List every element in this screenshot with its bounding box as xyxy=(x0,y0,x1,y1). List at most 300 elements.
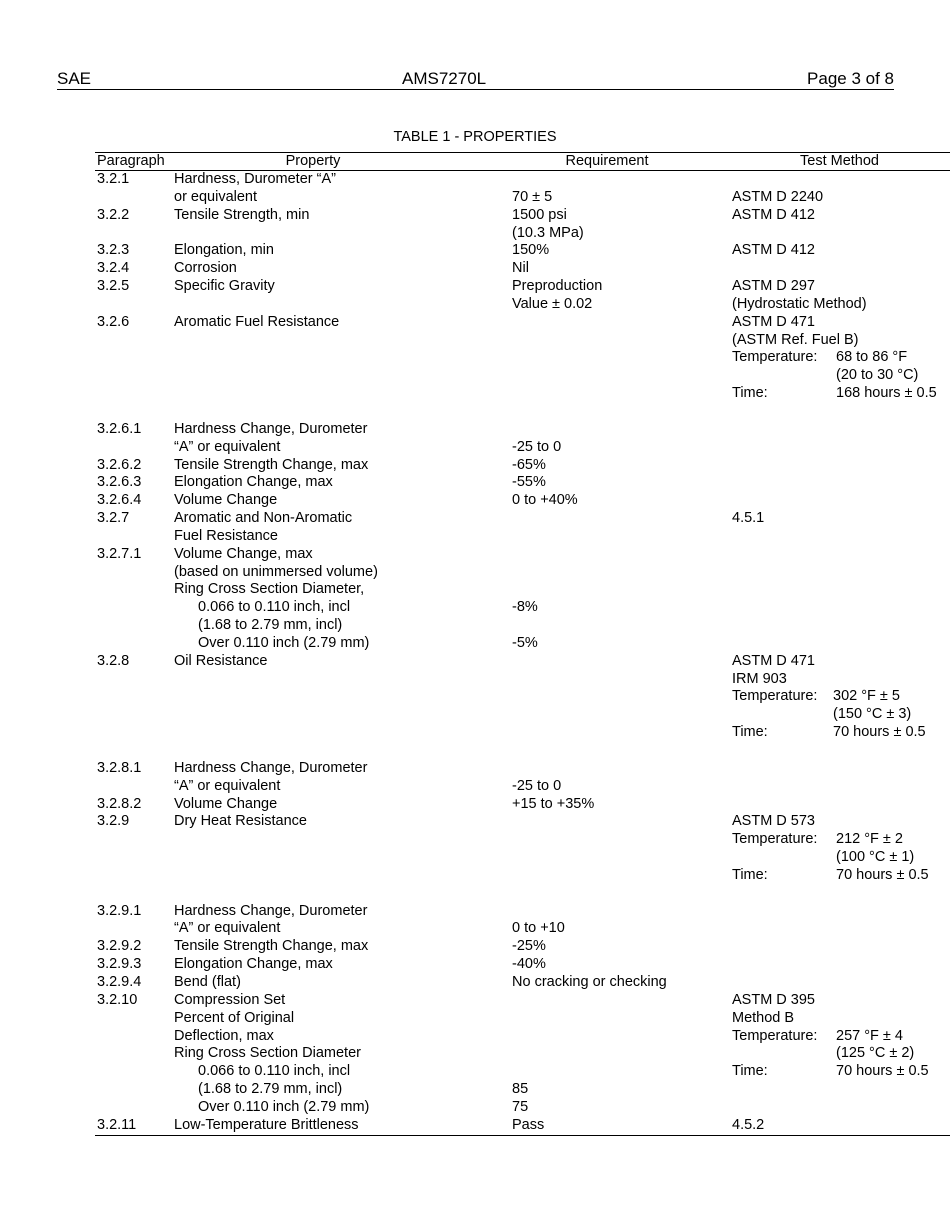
cell-requirement xyxy=(512,867,732,885)
cell-paragraph xyxy=(95,564,174,582)
cell-requirement xyxy=(512,671,732,689)
table-header-row xyxy=(95,153,950,171)
cell-requirement: -25 to 0 xyxy=(512,777,562,794)
cell-requirement xyxy=(512,564,732,582)
cell-property xyxy=(174,867,512,885)
cell-test-method xyxy=(732,849,950,867)
cell-paragraph xyxy=(95,296,174,314)
table-row xyxy=(95,457,950,475)
cell-property xyxy=(174,671,512,689)
cell-property xyxy=(174,296,512,314)
cell-property: (1.68 to 2.79 mm, incl) xyxy=(198,617,343,634)
cell-paragraph xyxy=(95,349,174,367)
table-row xyxy=(95,653,950,671)
cell-property xyxy=(174,688,512,706)
cell-paragraph: 3.2.2 xyxy=(97,206,130,223)
cell-property xyxy=(174,831,512,849)
table-row xyxy=(95,385,950,403)
cell-requirement xyxy=(512,688,732,706)
cell-requirement: -25 to 0 xyxy=(512,438,562,455)
cell-property: Volume Change xyxy=(174,795,278,812)
cell-test-method xyxy=(732,778,950,796)
cell-paragraph xyxy=(95,385,174,403)
table-row xyxy=(95,635,950,653)
cell-requirement: 1500 psi xyxy=(512,206,567,223)
cell-property: Ring Cross Section Diameter xyxy=(174,1045,361,1062)
cell-paragraph xyxy=(95,671,174,689)
cell-paragraph: 3.2.6.2 xyxy=(97,456,142,473)
table-row xyxy=(95,1063,950,1081)
cell-paragraph: 3.2.9.1 xyxy=(97,902,142,919)
cell-paragraph: 3.2.8.1 xyxy=(97,759,142,776)
cell-paragraph xyxy=(95,439,174,457)
test-condition-value: 68 to 86 °F xyxy=(836,349,908,366)
cell-paragraph: 3.2.6.4 xyxy=(97,492,142,509)
cell-test-method: ASTM D 412 xyxy=(732,242,815,259)
cell-test-method xyxy=(732,349,950,367)
cell-requirement xyxy=(512,421,732,439)
cell-paragraph: 3.2.8.2 xyxy=(97,795,142,812)
cell-test-method xyxy=(732,546,950,564)
cell-requirement xyxy=(512,992,732,1010)
cell-requirement xyxy=(512,903,732,921)
cell-test-method xyxy=(732,760,950,778)
cell-property xyxy=(174,332,512,350)
cell-requirement: 150% xyxy=(512,242,550,259)
cell-test-method xyxy=(732,421,950,439)
cell-test-method xyxy=(732,492,950,510)
cell-property xyxy=(174,367,512,385)
cell-test-method xyxy=(732,528,950,546)
cell-property xyxy=(174,349,512,367)
cell-test-method xyxy=(732,706,950,724)
cell-test-method xyxy=(732,599,950,617)
cell-test-method xyxy=(732,457,950,475)
cell-requirement xyxy=(512,724,732,742)
test-condition-label: Time: xyxy=(732,866,768,883)
cell-requirement xyxy=(512,332,732,350)
table-row xyxy=(95,956,950,974)
table-row xyxy=(95,796,950,814)
cell-property: Corrosion xyxy=(174,260,237,277)
cell-test-method xyxy=(732,938,950,956)
cell-test-method: IRM 903 xyxy=(732,670,787,687)
table-row xyxy=(95,849,950,867)
cell-paragraph xyxy=(95,528,174,546)
cell-paragraph xyxy=(95,867,174,885)
table-row xyxy=(95,688,950,706)
cell-requirement: (10.3 MPa) xyxy=(512,224,584,241)
cell-requirement xyxy=(512,1063,732,1081)
cell-paragraph: 3.2.7 xyxy=(97,510,130,527)
cell-paragraph xyxy=(95,189,174,207)
table-row xyxy=(95,225,950,243)
cell-requirement: 0 to +10 xyxy=(512,920,565,937)
cell-test-method: ASTM D 412 xyxy=(732,206,815,223)
table-title: TABLE 1 - PROPERTIES xyxy=(393,129,557,145)
header-page-number: Page 3 of 8 xyxy=(807,69,894,88)
cell-property: (based on unimmersed volume) xyxy=(174,563,378,580)
cell-requirement xyxy=(512,617,732,635)
cell-paragraph: 3.2.7.1 xyxy=(97,545,142,562)
table-row xyxy=(95,528,950,546)
table-row xyxy=(95,706,950,724)
cell-test-method xyxy=(732,171,950,189)
cell-property: Over 0.110 inch (2.79 mm) xyxy=(198,1098,370,1115)
cell-test-method xyxy=(732,581,950,599)
cell-test-method xyxy=(732,564,950,582)
cell-test-method xyxy=(732,724,950,742)
table-row xyxy=(95,581,950,599)
cell-paragraph xyxy=(95,778,174,796)
cell-property: Elongation Change, max xyxy=(174,956,333,973)
table-row xyxy=(95,1045,950,1063)
cell-paragraph xyxy=(95,581,174,599)
cell-property xyxy=(174,403,512,421)
cell-requirement xyxy=(512,706,732,724)
table-row xyxy=(95,421,950,439)
cell-property: Aromatic and Non-Aromatic xyxy=(174,510,353,527)
cell-requirement xyxy=(512,581,732,599)
cell-test-method: ASTM D 2240 xyxy=(732,188,824,205)
test-condition-label: Temperature: xyxy=(732,1027,818,1044)
header-doc-number: AMS7270L xyxy=(402,69,487,88)
cell-property: Low-Temperature Brittleness xyxy=(174,1117,512,1135)
table-row xyxy=(95,617,950,635)
cell-test-method: ASTM D 297 xyxy=(732,278,815,295)
cell-test-method xyxy=(732,831,950,849)
cell-test-method xyxy=(732,617,950,635)
test-condition-value: 70 hours ± 0.5 xyxy=(833,724,926,741)
cell-paragraph xyxy=(95,225,174,243)
column-header-property: Property xyxy=(174,153,512,171)
cell-requirement xyxy=(512,760,732,778)
cell-property: Ring Cross Section Diameter, xyxy=(174,581,365,598)
table-row xyxy=(95,1117,950,1135)
cell-test-method: ASTM D 573 xyxy=(732,813,815,830)
cell-requirement: -5% xyxy=(512,634,538,651)
cell-test-method xyxy=(732,903,950,921)
table-row xyxy=(95,546,950,564)
properties-table xyxy=(95,152,950,1136)
column-header-test-method: Test Method xyxy=(732,153,950,171)
table-row xyxy=(95,992,950,1010)
table-row xyxy=(95,938,950,956)
cell-property: Hardness Change, Durometer xyxy=(174,420,368,437)
cell-property: Fuel Resistance xyxy=(174,527,278,544)
table-row xyxy=(95,867,950,885)
cell-property: Aromatic Fuel Resistance xyxy=(174,313,340,330)
cell-paragraph xyxy=(95,1028,174,1046)
cell-requirement xyxy=(512,813,732,831)
cell-requirement xyxy=(512,528,732,546)
cell-test-method xyxy=(732,796,950,814)
cell-requirement xyxy=(512,849,732,867)
table-row xyxy=(95,314,950,332)
cell-property: Oil Resistance xyxy=(174,652,268,669)
table-row xyxy=(95,189,950,207)
cell-paragraph: 3.2.5 xyxy=(97,278,130,295)
table-row xyxy=(95,1099,950,1117)
table-row xyxy=(95,1010,950,1028)
cell-test-method xyxy=(732,688,950,706)
cell-test-method xyxy=(732,1045,950,1063)
cell-property xyxy=(174,706,512,724)
table-row xyxy=(95,207,950,225)
cell-paragraph xyxy=(95,617,174,635)
cell-requirement xyxy=(512,831,732,849)
cell-paragraph: 3.2.4 xyxy=(97,260,130,277)
table-row xyxy=(95,278,950,296)
cell-test-method xyxy=(732,225,950,243)
table-row xyxy=(95,564,950,582)
table-body xyxy=(95,171,950,1136)
cell-property xyxy=(174,385,512,403)
cell-test-method xyxy=(732,439,950,457)
cell-test-method xyxy=(732,1099,950,1117)
cell-test-method xyxy=(732,385,950,403)
cell-test-method xyxy=(732,1063,950,1081)
test-condition-label: Temperature: xyxy=(732,831,818,848)
cell-test-method: (ASTM Ref. Fuel B) xyxy=(732,331,859,348)
cell-property: Tensile Strength Change, max xyxy=(174,938,369,955)
cell-paragraph xyxy=(95,403,174,421)
cell-requirement xyxy=(512,1045,732,1063)
cell-paragraph: 3.2.9.3 xyxy=(97,956,142,973)
cell-test-method xyxy=(732,885,950,903)
test-condition-continuation: (100 °C ± 1) xyxy=(836,849,915,866)
table-row xyxy=(95,1028,950,1046)
table-row xyxy=(95,171,950,189)
cell-requirement: -55% xyxy=(512,474,546,491)
table-row xyxy=(95,510,950,528)
cell-paragraph xyxy=(95,635,174,653)
cell-requirement: -40% xyxy=(512,956,546,973)
cell-test-method xyxy=(732,867,950,885)
cell-paragraph xyxy=(95,367,174,385)
cell-property xyxy=(174,885,512,903)
cell-property xyxy=(174,724,512,742)
cell-property xyxy=(174,225,512,243)
cell-paragraph xyxy=(95,849,174,867)
cell-property: Deflection, max xyxy=(174,1027,274,1044)
cell-test-method xyxy=(732,367,950,385)
cell-paragraph: 3.2.1 xyxy=(97,171,130,187)
table-row xyxy=(95,349,950,367)
cell-test-method xyxy=(732,474,950,492)
column-header-paragraph: Paragraph xyxy=(95,153,174,171)
cell-property: “A” or equivalent xyxy=(174,438,281,455)
test-condition-value: 70 hours ± 0.5 xyxy=(836,1063,929,1080)
cell-requirement: +15 to +35% xyxy=(512,795,595,812)
cell-requirement xyxy=(512,385,732,403)
table-row xyxy=(95,885,950,903)
cell-requirement xyxy=(512,367,732,385)
table-row xyxy=(95,831,950,849)
cell-test-method: Method B xyxy=(732,1009,795,1026)
table-row xyxy=(95,1081,950,1099)
cell-test-method xyxy=(732,260,950,278)
cell-requirement: -8% xyxy=(512,599,538,616)
cell-property: Over 0.110 inch (2.79 mm) xyxy=(198,634,370,651)
table-row xyxy=(95,671,950,689)
table-row xyxy=(95,903,950,921)
cell-requirement: 70 ± 5 xyxy=(512,188,553,205)
cell-paragraph xyxy=(95,831,174,849)
cell-property: Elongation, min xyxy=(174,242,274,259)
cell-requirement xyxy=(512,403,732,421)
table-row xyxy=(95,439,950,457)
cell-requirement: Pass xyxy=(512,1117,732,1135)
test-condition-label: Temperature: xyxy=(732,688,818,705)
cell-requirement xyxy=(512,1028,732,1046)
cell-paragraph xyxy=(95,920,174,938)
table-row xyxy=(95,474,950,492)
cell-property: Hardness, Durometer “A” xyxy=(174,171,336,187)
table-row xyxy=(95,760,950,778)
cell-paragraph: 3.2.6 xyxy=(97,313,130,330)
cell-property: Dry Heat Resistance xyxy=(174,813,307,830)
cell-test-method xyxy=(732,920,950,938)
cell-paragraph: 3.2.9.4 xyxy=(97,973,142,990)
cell-paragraph xyxy=(95,332,174,350)
cell-requirement: -65% xyxy=(512,456,546,473)
table-row xyxy=(95,813,950,831)
cell-requirement: 75 xyxy=(512,1098,529,1115)
cell-requirement xyxy=(512,742,732,760)
cell-test-method: ASTM D 395 xyxy=(732,991,815,1008)
table-row xyxy=(95,296,950,314)
test-condition-continuation: (125 °C ± 2) xyxy=(836,1045,915,1062)
cell-property: Percent of Original xyxy=(174,1009,295,1026)
cell-test-method xyxy=(732,1081,950,1099)
cell-requirement: 85 xyxy=(512,1081,529,1098)
table-row xyxy=(95,367,950,385)
cell-paragraph xyxy=(95,706,174,724)
cell-paragraph xyxy=(95,599,174,617)
cell-paragraph: 3.2.10 xyxy=(97,991,138,1008)
cell-property: (1.68 to 2.79 mm, incl) xyxy=(198,1081,343,1098)
cell-paragraph: 3.2.8 xyxy=(97,652,130,669)
cell-test-method xyxy=(732,956,950,974)
table-row xyxy=(95,260,950,278)
cell-requirement xyxy=(512,314,732,332)
cell-property xyxy=(174,849,512,867)
test-condition-label: Temperature: xyxy=(732,349,818,366)
test-condition-value: 302 °F ± 5 xyxy=(833,688,900,705)
cell-property: Bend (flat) xyxy=(174,973,241,990)
cell-property: Hardness Change, Durometer xyxy=(174,902,368,919)
test-condition-label: Time: xyxy=(732,385,768,402)
cell-requirement: Nil xyxy=(512,260,529,277)
cell-paragraph: 3.2.3 xyxy=(97,242,130,259)
cell-property: “A” or equivalent xyxy=(174,777,281,794)
cell-paragraph: 3.2.11 xyxy=(95,1117,174,1135)
table-row xyxy=(95,332,950,350)
cell-requirement xyxy=(512,885,732,903)
cell-property: 0.066 to 0.110 inch, incl xyxy=(198,599,351,616)
cell-property: Volume Change xyxy=(174,492,278,509)
cell-requirement: 0 to +40% xyxy=(512,492,578,509)
cell-requirement xyxy=(512,546,732,564)
test-condition-value: 168 hours ± 0.5 xyxy=(836,385,937,402)
cell-test-method xyxy=(732,403,950,421)
cell-property: 0.066 to 0.110 inch, incl xyxy=(198,1063,351,1080)
cell-test-method xyxy=(732,635,950,653)
test-condition-value: 257 °F ± 4 xyxy=(836,1027,903,1044)
cell-requirement xyxy=(512,349,732,367)
table-row xyxy=(95,778,950,796)
test-condition-value: 212 °F ± 2 xyxy=(836,831,903,848)
cell-property: Volume Change, max xyxy=(174,545,313,562)
cell-requirement: Preproduction xyxy=(512,278,603,295)
cell-test-method xyxy=(732,1028,950,1046)
cell-paragraph xyxy=(95,1099,174,1117)
test-condition-label: Time: xyxy=(732,724,768,741)
column-header-requirement: Requirement xyxy=(512,153,732,171)
cell-test-method: ASTM D 471 xyxy=(732,652,815,669)
cell-paragraph: 3.2.9.2 xyxy=(97,938,142,955)
cell-property: Compression Set xyxy=(174,991,286,1008)
cell-paragraph xyxy=(95,1081,174,1099)
cell-paragraph: 3.2.6.3 xyxy=(97,474,142,491)
cell-property: Tensile Strength, min xyxy=(174,206,310,223)
cell-test-method: (Hydrostatic Method) xyxy=(732,295,867,312)
cell-paragraph: 3.2.9 xyxy=(97,813,130,830)
cell-paragraph xyxy=(95,885,174,903)
cell-paragraph xyxy=(95,1063,174,1081)
table-row xyxy=(95,403,950,421)
cell-test-method: 4.5.2 xyxy=(732,1117,950,1135)
cell-paragraph xyxy=(95,724,174,742)
table-row xyxy=(95,742,950,760)
header-org: SAE xyxy=(57,69,92,88)
table-row xyxy=(95,492,950,510)
cell-paragraph xyxy=(95,1010,174,1028)
test-condition-label: Time: xyxy=(732,1063,768,1080)
cell-property xyxy=(174,742,512,760)
cell-test-method xyxy=(732,742,950,760)
cell-paragraph xyxy=(95,742,174,760)
cell-requirement xyxy=(512,1010,732,1028)
cell-requirement xyxy=(512,171,732,189)
cell-requirement: -25% xyxy=(512,938,546,955)
table-row xyxy=(95,599,950,617)
cell-property: Hardness Change, Durometer xyxy=(174,759,368,776)
cell-test-method: 4.5.1 xyxy=(732,510,765,527)
cell-paragraph xyxy=(95,688,174,706)
cell-requirement: No cracking or checking xyxy=(512,973,667,990)
cell-paragraph xyxy=(95,1045,174,1063)
cell-test-method xyxy=(732,974,950,992)
table-row xyxy=(95,724,950,742)
cell-property: Specific Gravity xyxy=(174,278,275,295)
cell-property: Elongation Change, max xyxy=(174,474,333,491)
cell-requirement: Value ± 0.02 xyxy=(512,295,593,312)
test-condition-continuation: (150 °C ± 3) xyxy=(833,706,912,723)
test-condition-value: 70 hours ± 0.5 xyxy=(836,866,929,883)
cell-property: “A” or equivalent xyxy=(174,920,281,937)
cell-requirement xyxy=(512,653,732,671)
cell-property: Tensile Strength Change, max xyxy=(174,456,369,473)
table-row xyxy=(95,242,950,260)
cell-paragraph: 3.2.6.1 xyxy=(97,420,142,437)
cell-requirement xyxy=(512,510,732,528)
table-row xyxy=(95,974,950,992)
table-row xyxy=(95,920,950,938)
cell-property: or equivalent xyxy=(174,188,258,205)
test-condition-continuation: (20 to 30 °C) xyxy=(836,367,919,384)
